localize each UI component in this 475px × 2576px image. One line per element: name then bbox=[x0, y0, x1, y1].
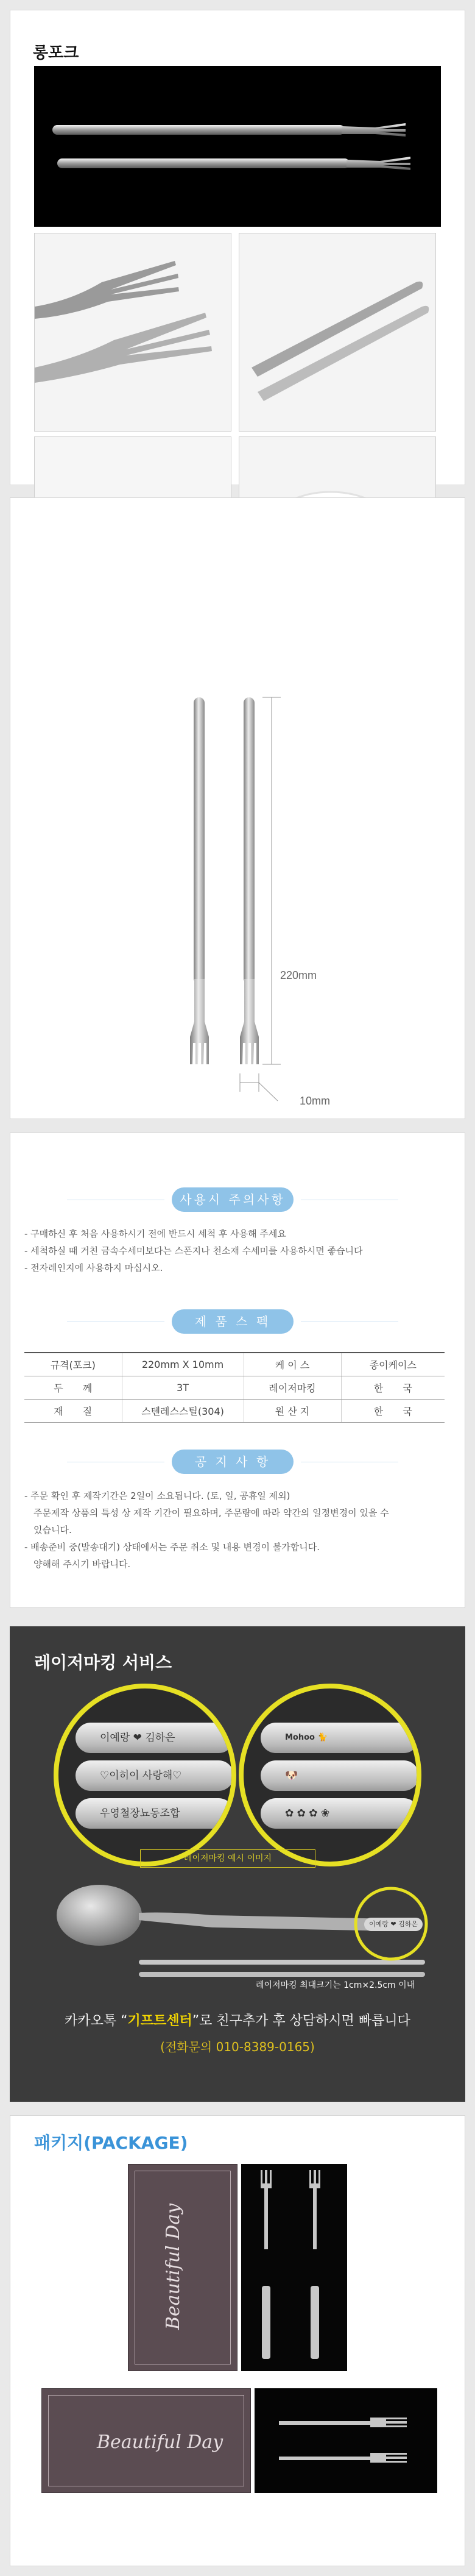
product-title: 롱포크 bbox=[33, 44, 79, 62]
caution-line: - 구매하신 후 처음 사용하시기 전에 반드시 세척 후 사용해 주세요 bbox=[24, 1228, 286, 1239]
kakao-prefix: 카카오톡 “ bbox=[65, 2013, 128, 2029]
spec-cell: 재 질 bbox=[24, 1399, 122, 1422]
spec-cell: 종이케이스 bbox=[341, 1353, 445, 1376]
engraved-sample: 우영철장뇨동조합 bbox=[76, 1798, 234, 1829]
caution-heading: 사용시 주의사항 bbox=[172, 1187, 294, 1212]
package-script-text: Beautiful Day bbox=[97, 2432, 223, 2453]
caution-line: - 세척하실 때 거친 금속수세미보다는 스폰지나 천소재 수세미를 사용하시면 좋습니다 bbox=[24, 1245, 363, 1256]
example-caption: 레이저마킹 예시 이미지 bbox=[140, 1849, 315, 1868]
fork-left bbox=[190, 697, 209, 1064]
spec-cell: 두 께 bbox=[24, 1376, 122, 1399]
right-sample-circle bbox=[239, 1684, 421, 1866]
table-row bbox=[24, 1353, 445, 1376]
spec-cell: 한 국 bbox=[341, 1399, 445, 1422]
caution-line: - 전자레인지에 사용하지 마십시오. bbox=[24, 1262, 163, 1273]
cat-icon: 🐈 bbox=[317, 1733, 328, 1742]
spec-heading: 제 품 스 펙 bbox=[172, 1309, 294, 1334]
engraved-text: Mohoo bbox=[285, 1733, 315, 1742]
spec-cell: 스텐레스스틸(304) bbox=[122, 1399, 244, 1422]
spec-table bbox=[24, 1352, 445, 1423]
table-row bbox=[24, 1376, 445, 1399]
package-lid-vertical bbox=[128, 2164, 237, 2371]
width-label: 10mm bbox=[300, 1095, 331, 1107]
laser-title: 레이저마킹 서비스 bbox=[34, 1653, 172, 1673]
spec-cell: 규격(포크) bbox=[24, 1353, 122, 1376]
handle-closeup-photo bbox=[239, 233, 436, 432]
notice-line: 있습니다. bbox=[24, 1525, 72, 1535]
max-size-note: 레이저마킹 최대크기는 1cm×2.5cm 이내 bbox=[256, 1980, 415, 1990]
flower-icon: ✿ ✿ ✿ ❀ bbox=[285, 1807, 330, 1820]
package-title: 패키지(PACKAGE) bbox=[34, 2133, 188, 2153]
kakao-contact bbox=[0, 2010, 475, 2029]
spec-cell: 한 국 bbox=[341, 1376, 445, 1399]
length-label: 220mm bbox=[280, 969, 317, 981]
spoon-marking-sample: 이예랑 ❤ 김하은 bbox=[364, 1918, 423, 1931]
engraved-sample bbox=[261, 1798, 419, 1829]
phone-contact: (전화문의 010-8389-0165) bbox=[160, 2040, 315, 2054]
package-lid-horizontal bbox=[41, 2388, 251, 2493]
kakao-suffix: ”로 친구추가 후 상담하시면 빠릅니다 bbox=[192, 2013, 410, 2029]
spec-cell: 케 이 스 bbox=[244, 1353, 341, 1376]
engraved-sample: ♡이히이 사랑해♡ bbox=[76, 1760, 234, 1791]
table-row bbox=[24, 1399, 445, 1422]
notice-line: 주문제작 상품의 특성 상 제작 기간이 필요하며, 주문량에 따라 약간의 일정변경이 있을 수 bbox=[24, 1507, 389, 1518]
package-tray-horizontal bbox=[255, 2388, 437, 2493]
hero-product-image bbox=[34, 66, 441, 227]
kakao-channel-name: 기프트센터 bbox=[127, 2013, 192, 2029]
spec-cell: 원 산 지 bbox=[244, 1399, 341, 1422]
fork-closeup-photo bbox=[34, 233, 231, 432]
package-tray-vertical bbox=[241, 2164, 347, 2371]
notice-line: - 배송준비 중(발송대기) 상태에서는 주문 취소 및 내용 변경이 불가합니다. bbox=[24, 1542, 320, 1553]
spec-cell: 레이저마킹 bbox=[244, 1376, 341, 1399]
engraved-sample: 이예랑 ❤ 김하은 bbox=[76, 1723, 234, 1753]
puppy-icon: 🐶 bbox=[285, 1770, 298, 1782]
engraved-sample bbox=[261, 1760, 419, 1791]
spec-cell: 220mm X 10mm bbox=[122, 1353, 244, 1376]
notice-line: - 주문 확인 후 제작기간은 2일이 소요됩니다. (토, 일, 공휴일 제외) bbox=[24, 1490, 290, 1501]
left-sample-circle bbox=[54, 1684, 236, 1866]
notice-heading: 공 지 사 항 bbox=[172, 1450, 294, 1474]
fork-right bbox=[240, 697, 259, 1064]
spec-cell: 3T bbox=[122, 1376, 244, 1399]
long-fork-pair-image bbox=[34, 66, 441, 227]
caution-list bbox=[24, 1225, 362, 1276]
notice-list bbox=[24, 1487, 389, 1573]
size-diagram bbox=[10, 680, 465, 1119]
package-panel bbox=[10, 2115, 465, 2566]
engraved-sample bbox=[261, 1723, 419, 1753]
notice-line: 양해해 주시기 바랍니다. bbox=[24, 1559, 131, 1570]
package-script-text: Beautiful Day bbox=[163, 2203, 185, 2330]
